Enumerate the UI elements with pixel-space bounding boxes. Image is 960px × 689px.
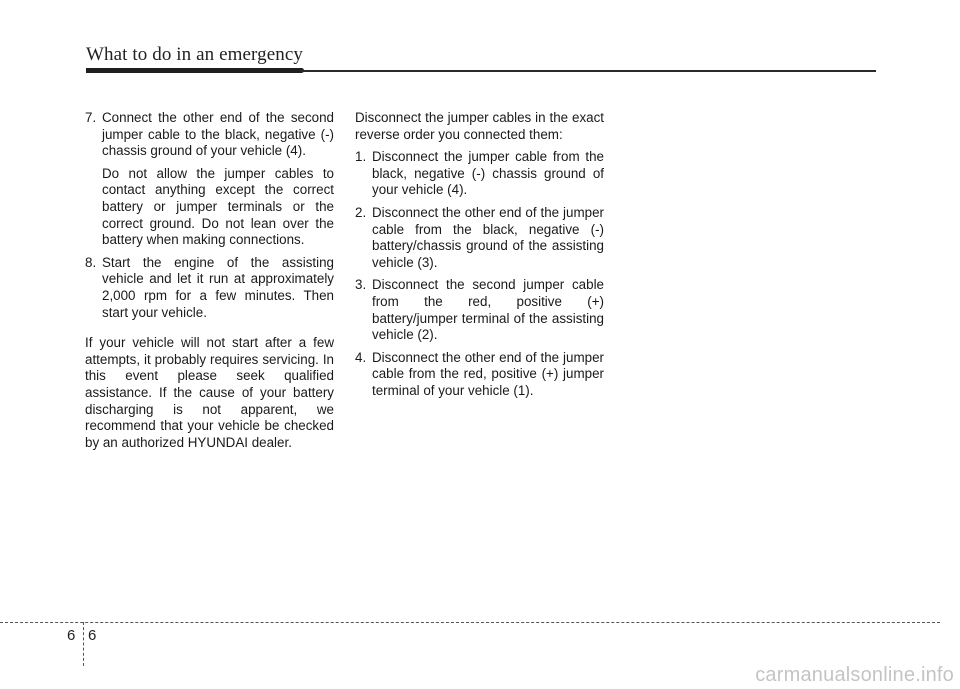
section-title: What to do in an emergency (86, 44, 303, 65)
footer-divider (83, 622, 84, 666)
header-rule (300, 70, 876, 72)
disconnect-intro: Disconnect the jumper cables in the exact reverse order you connected them: (355, 110, 604, 142)
step-number: 8. (85, 254, 97, 270)
step-7-note: Do not allow the jumper cables to contact anything except the correct battery or jumper terminals or the correct ground. Do not lean over the battery when making connections. (102, 165, 334, 248)
step-text: Disconnect the second jumper cable from the red, positive (+) battery/jumper terminal of the assisting vehicle (2). (372, 277, 604, 343)
chapter-number: 6 (67, 627, 76, 644)
left-column (85, 110, 334, 451)
step-number: 2. (355, 204, 367, 220)
step-text: Start the engine of the assisting vehicle and let it run at approximately 2,000 rpm for a few minutes. Then start your vehicle. (102, 254, 334, 320)
step-text: Disconnect the other end of the jumper cable from the black, negative (-) battery/chassis ground of the assisting vehicle (3). (372, 204, 604, 270)
step-7 (85, 110, 334, 160)
step-text: Disconnect the other end of the jumper cable from the red, positive (+) jumper terminal of your vehicle (1). (372, 349, 604, 398)
watermark: carmanualsonline.info (755, 664, 954, 686)
step-number: 1. (355, 149, 367, 165)
disconnect-step-2 (355, 205, 604, 271)
header-rule-accent (86, 68, 304, 73)
step-text: Disconnect the jumper cable from the black, negative (-) chassis ground of your vehicle (4). (372, 149, 604, 198)
disconnect-step-1 (355, 149, 604, 199)
step-number: 4. (355, 349, 367, 365)
service-paragraph: If your vehicle will not start after a few attempts, it probably requires servicing. In this event please seek qualified assistance. If the cause of your battery discharging is not apparent, we recommend that your vehicle be checked by an authorized HYUNDAI dealer. (85, 335, 334, 450)
right-column (355, 110, 604, 400)
footer-rule (0, 622, 940, 623)
step-number: 3. (355, 277, 367, 293)
step-text: Connect the other end of the second jumper cable to the black, negative (-) chassis ground of your vehicle (4). (102, 110, 334, 159)
step-number: 7. (85, 110, 97, 125)
disconnect-step-4 (355, 350, 604, 400)
disconnect-step-3 (355, 277, 604, 343)
page-number: 6 (88, 627, 97, 644)
step-8 (85, 255, 334, 321)
